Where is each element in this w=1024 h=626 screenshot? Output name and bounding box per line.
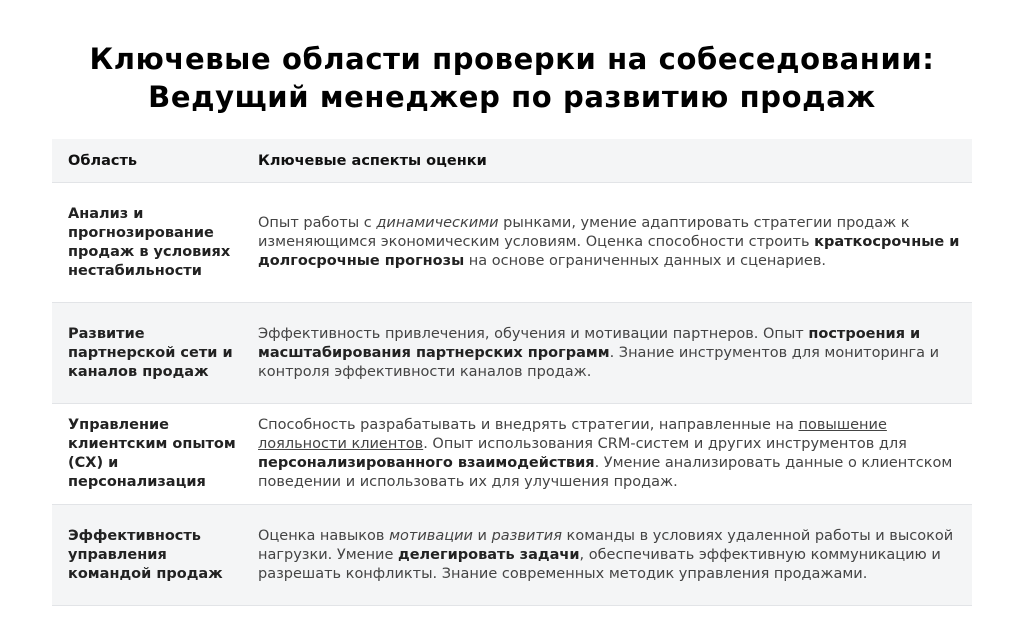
text-run: на основе ограниченных данных и сценариев. xyxy=(464,253,826,269)
text-run: . Опыт использования CRM-систем и других инструментов для xyxy=(423,436,907,452)
emphasis-italic: мотивации xyxy=(389,527,473,544)
emphasis-bold: делегировать задачи xyxy=(398,546,580,563)
table-row xyxy=(52,404,972,505)
text-run: , обеспечивать эффективную коммуникацию и разрешать конфликты. Знание современных методик управления продажами. xyxy=(258,546,941,582)
row-area: Развитие партнерской сети и каналов продаж xyxy=(68,325,233,380)
table-row xyxy=(52,505,972,606)
emphasis-bold: персонализированного взаимодействия xyxy=(258,455,595,471)
row-area: Анализ и прогнозирование продаж в условиях нестабильности xyxy=(68,205,231,279)
page-title xyxy=(0,40,1024,116)
table-header xyxy=(52,139,972,183)
text-run: и xyxy=(472,527,492,544)
text-run: рынками, умение адаптировать стратегии продаж к изменяющимся экономическим условиям. Оценка способности строить xyxy=(258,215,910,250)
emphasis-underline: повышение лояльности клиентов xyxy=(258,417,887,452)
text-run: . Знание инструментов для мониторинга и контроля эффективности каналов продаж. xyxy=(258,344,940,380)
text-run: Способность разрабатывать и внедрять стратегии, направленные на xyxy=(258,417,799,433)
text-run: Оценка навыков xyxy=(258,527,390,544)
row-description xyxy=(258,416,972,492)
header-area: Область xyxy=(68,152,138,169)
row-description xyxy=(258,325,972,382)
text-run: Опыт работы с xyxy=(258,215,377,231)
text-run: . Умение анализировать данные о клиентском поведении и использовать их для улучшения продаж. xyxy=(258,455,953,490)
page-title-line-1: Ключевые области проверки на собеседовании: xyxy=(89,42,935,76)
emphasis-bold: краткосрочные и долгосрочные прогнозы xyxy=(258,234,960,269)
emphasis-bold: построения и масштабирования партнерских программ xyxy=(258,325,921,361)
text-run: команды в условиях удаленной работы и высокой нагрузки. Умение xyxy=(258,527,954,563)
table-row xyxy=(52,303,972,404)
table-row xyxy=(52,183,972,303)
row-description xyxy=(258,527,972,584)
text-run: Эффективность привлечения, обучения и мотивации партнеров. Опыт xyxy=(258,325,809,342)
emphasis-italic: развития xyxy=(491,527,562,544)
row-area: Эффективность управления командой продаж xyxy=(68,527,223,582)
emphasis-italic: динамическими xyxy=(376,215,499,231)
row-area: Управление клиентским опытом (CX) и персонализация xyxy=(68,417,236,490)
page-title-line-2: Ведущий менеджер по развитию продаж xyxy=(148,80,876,114)
row-description xyxy=(258,214,972,271)
header-aspects: Ключевые аспекты оценки xyxy=(258,152,487,169)
evaluation-table xyxy=(52,139,972,606)
